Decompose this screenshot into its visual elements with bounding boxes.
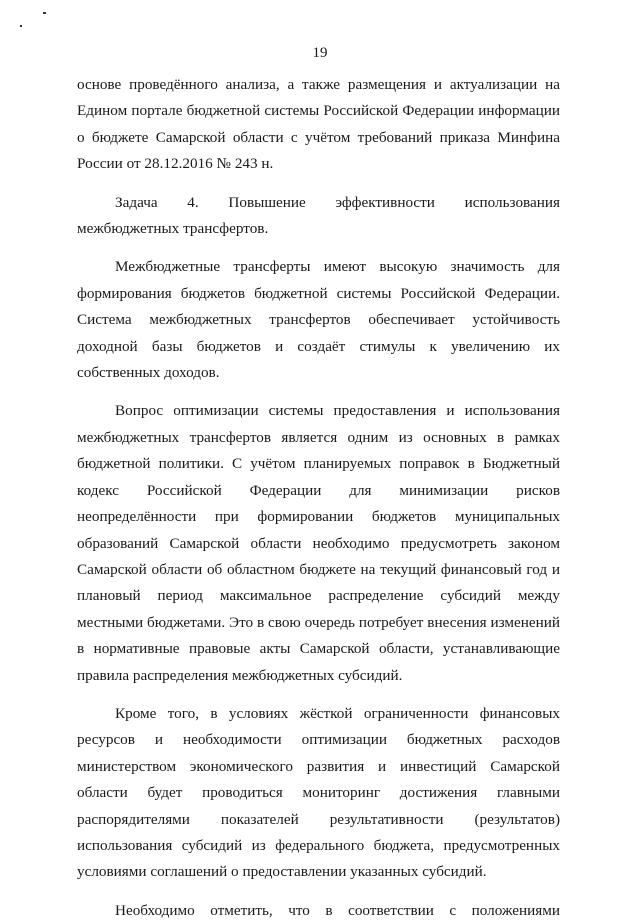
scan-mark [43, 12, 46, 14]
scan-mark [20, 25, 22, 27]
paragraph: Вопрос оптимизации системы предоставления и использования межбюджетных трансфертов является одним из основных в рамках бюджетной политики. С учётом планируемых поправок в Бюджетный кодекс Российской Федерации для минимизации рисков неопределённости при формировании бюджетов муниципальных образований Самарской области необходимо предусмотреть законом Самарской области об областном бюджете на текущий финансовый год и плановый период максимальное распределение субсидий между местными бюджетами. Это в свою очередь потребует внесения изменений в нормативные правовые акты Самарской области, устанавливающие правила распределения межбюджетных субсидий. [77, 402, 560, 684]
page-number: 19 [312, 45, 328, 61]
paragraph: Межбюджетные трансферты имеют высокую значимость для формирования бюджетов бюджетной системы Российской Федерации. Система межбюджетных трансфертов обеспечивает устойчивость доходной базы бюджетов и создаёт стимулы к увеличению их собственных доходов. [77, 258, 560, 382]
paragraph-continued-next-page: Необходимо отметить, что в соответствии с положениями [115, 901, 560, 919]
paragraph-continuation: основе проведённого анализа, а также размещения и актуализации на Едином портале бюджетной системы Российской Федерации информации о бюджете Самарской области с учётом требований приказа Минфина России от 28.12.2016 № 243 н. [77, 76, 560, 173]
paragraph-task-heading: Задача 4. Повышение эффективности использования межбюджетных трансфертов. [77, 193, 560, 238]
document-body [77, 72, 560, 924]
paragraph: Кроме того, в условиях жёсткой ограниченности финансовых ресурсов и необходимости оптимизации бюджетных расходов министерством экономического развития и инвестиций Самарской области будет проводиться мониторинг достижения главными распорядителями показателей результативности (результатов) использования субсидий из федерального бюджета, предусмотренных условиями соглашений о предоставлении указанных субсидий. [77, 704, 560, 881]
